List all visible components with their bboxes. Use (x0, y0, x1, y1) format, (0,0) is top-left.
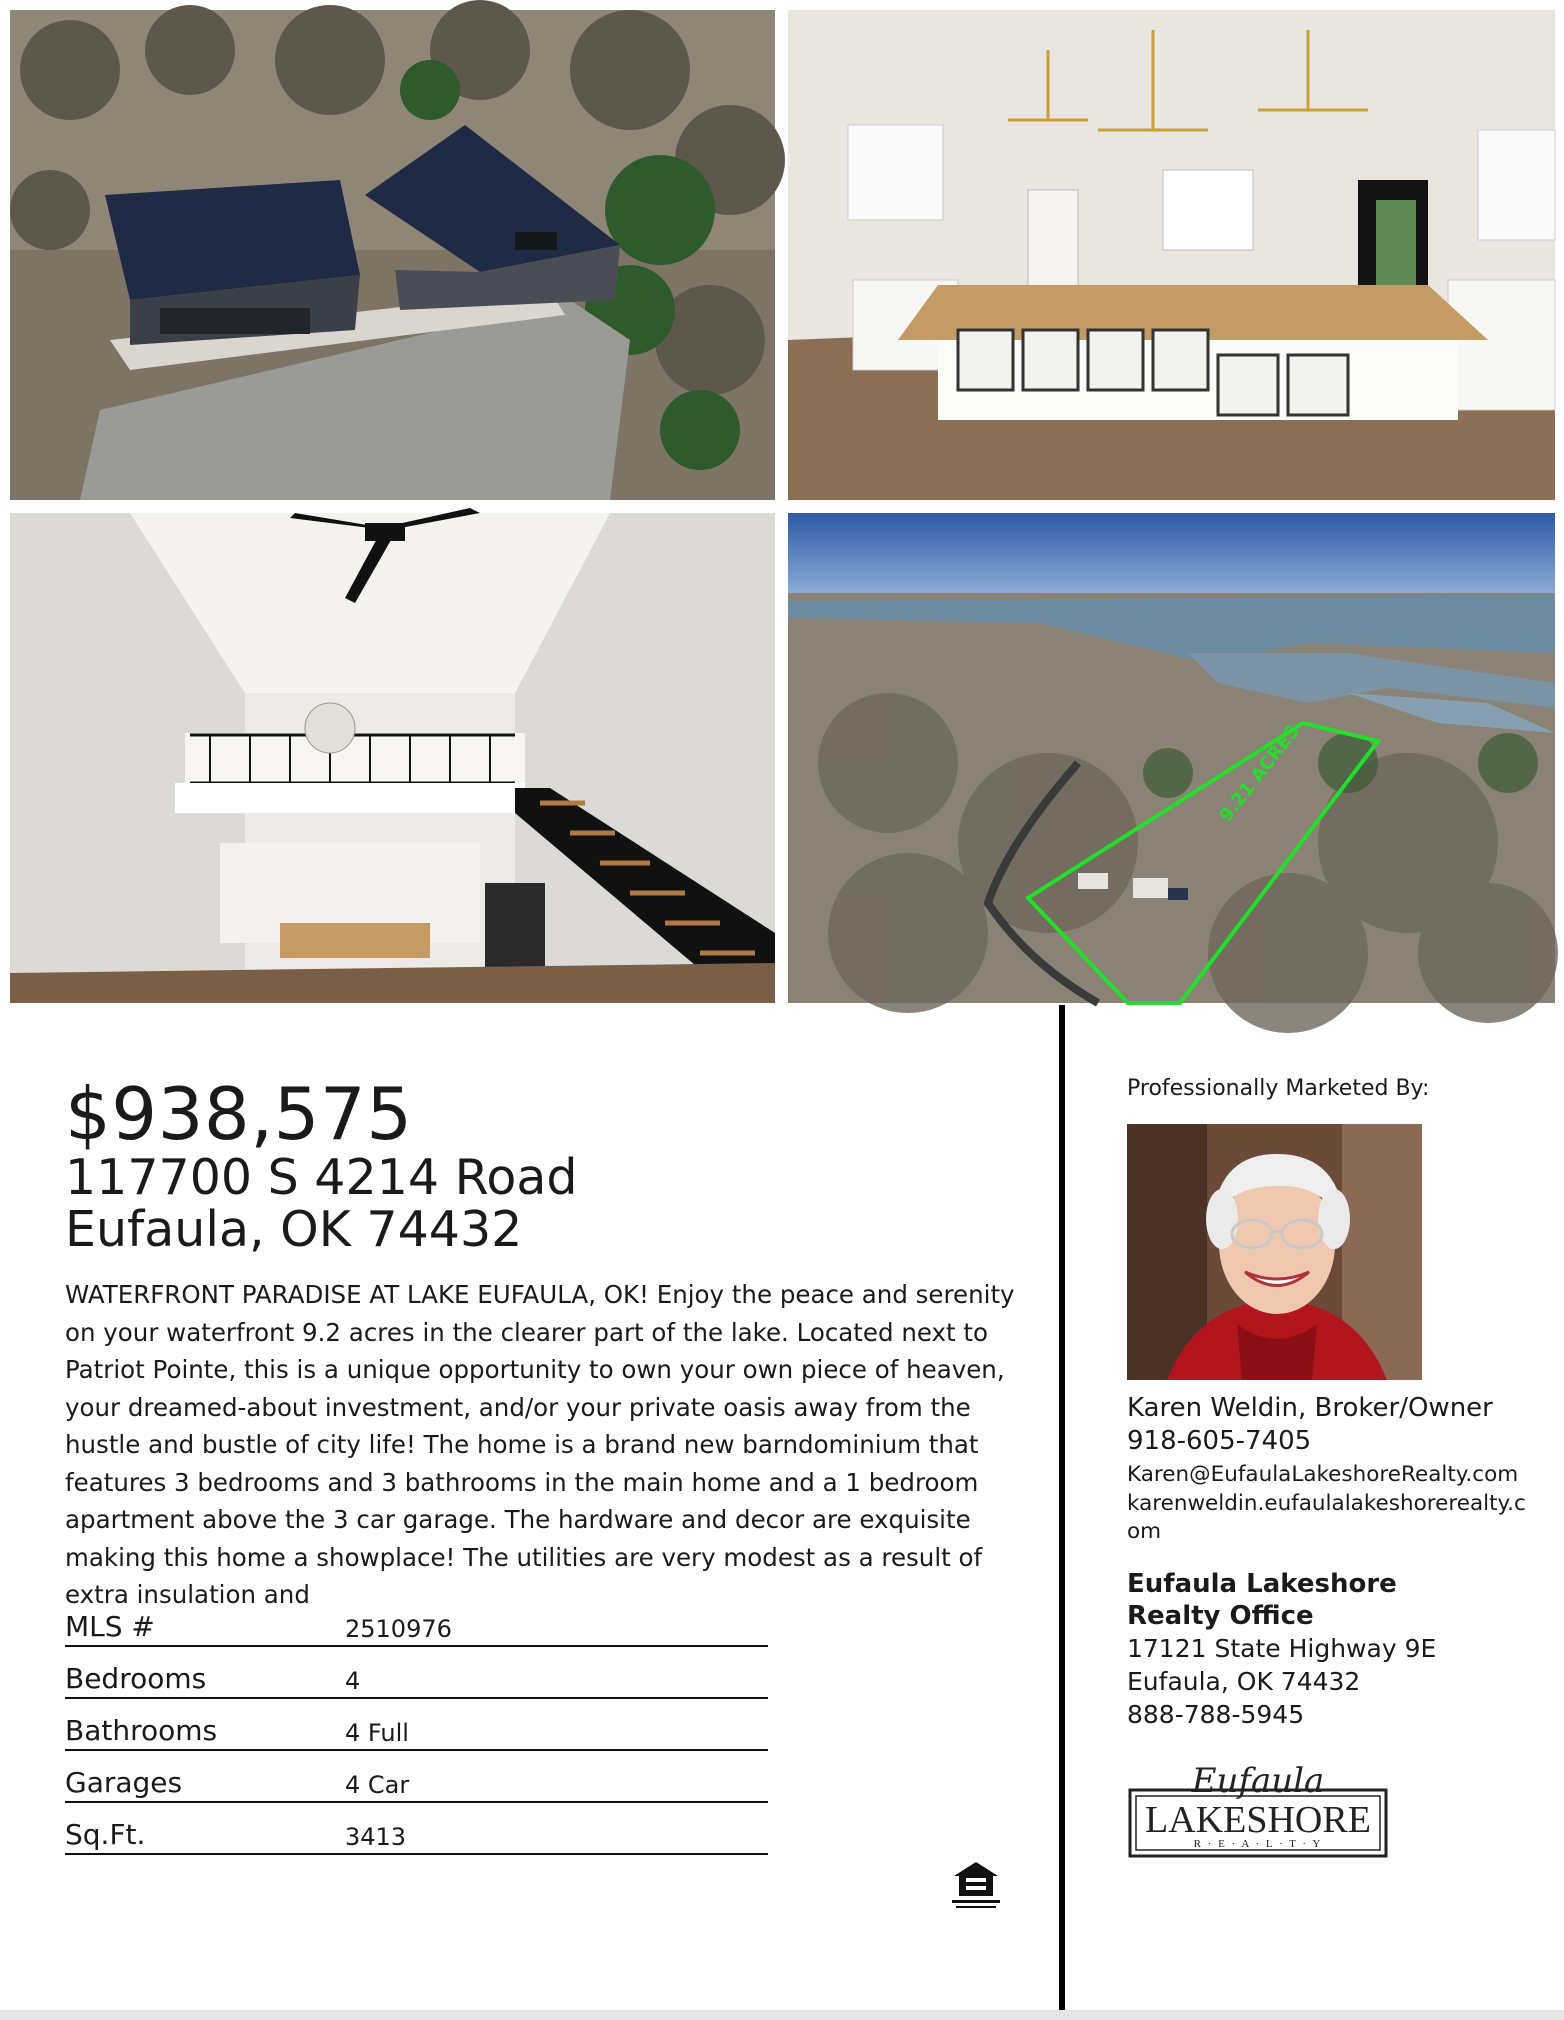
photo-aerial-lake-plot (788, 513, 1555, 1003)
fact-label: Garages (65, 1766, 183, 1799)
office-address-line-1: 17121 State Highway 9E (1127, 1634, 1437, 1663)
property-facts-table (65, 1597, 768, 1857)
photo-aerial-home (10, 10, 775, 500)
fact-value: 4 (345, 1667, 361, 1695)
photo-great-room-loft (10, 513, 775, 1003)
logo-sub-text: R · E · A · L · T · Y (1193, 1838, 1323, 1850)
page-bottom-edge (0, 2010, 1564, 2020)
fact-row-bathrooms (65, 1701, 768, 1751)
photo-kitchen (788, 10, 1555, 500)
office-phone[interactable]: 888-788-5945 (1127, 1700, 1305, 1729)
fact-label: Bathrooms (65, 1714, 218, 1747)
address-line-1: 117700 S 4214 Road (65, 1149, 578, 1206)
fact-row-bedrooms (65, 1649, 768, 1699)
logo-script-text: Eufaula (1191, 1761, 1325, 1801)
office-name: Eufaula Lakeshore Realty Office (1127, 1569, 1397, 1631)
plot-acreage-label: 9.21 ACRES (1215, 720, 1304, 827)
fact-value: 4 Car (345, 1771, 410, 1799)
fact-row-garages (65, 1753, 768, 1803)
agent-headshot (1127, 1124, 1422, 1380)
office-address-line-2: Eufaula, OK 74432 (1127, 1667, 1361, 1696)
marketed-by-heading: Professionally Marketed By: (1127, 1076, 1430, 1101)
fact-value: 2510976 (345, 1615, 452, 1643)
agent-email[interactable]: Karen@EufaulaLakeshoreRealty.com (1127, 1462, 1519, 1487)
fact-row-sqft (65, 1805, 768, 1855)
listing-description: WATERFRONT PARADISE AT LAKE EUFAULA, OK! Enjoy the peace and serenity on your waterfront 9.2 acres in the clearer part of the lake. Located next to Patriot Pointe, this is a unique opportunity to own your own piece of heaven, your dreamed-about investment, and/or your private oasis away from the hustle and bustle of city life! The home is a brand new barndominium that features 3 bedrooms and 3 bathrooms in the main home and a 1 bedroom apartment above the 3 car garage. The hardware and decor are exquisite making this home a showplace! The utilities are very modest as a result of extra insulation and (65, 1280, 1015, 1609)
fact-row-mls (65, 1597, 768, 1647)
equal-housing-icon (950, 1860, 1002, 1910)
fact-value: 3413 (345, 1823, 407, 1851)
listing-price: $938,575 (65, 1072, 413, 1156)
address-line-2: Eufaula, OK 74432 (65, 1201, 523, 1258)
fact-label: MLS # (65, 1610, 155, 1643)
fact-label: Sq.Ft. (65, 1818, 146, 1851)
column-divider (1059, 1005, 1065, 2010)
agent-phone[interactable]: 918-605-7405 (1127, 1426, 1312, 1456)
fact-value: 4 Full (345, 1719, 409, 1747)
logo-main-text: LAKESHORE (1145, 1799, 1371, 1841)
fact-label: Bedrooms (65, 1662, 207, 1695)
brokerage-logo (1127, 1760, 1389, 1862)
agent-name: Karen Weldin, Broker/Owner (1127, 1393, 1493, 1423)
agent-website[interactable]: karenweldin.eufaulalakeshorerealty.com (1127, 1491, 1526, 1544)
